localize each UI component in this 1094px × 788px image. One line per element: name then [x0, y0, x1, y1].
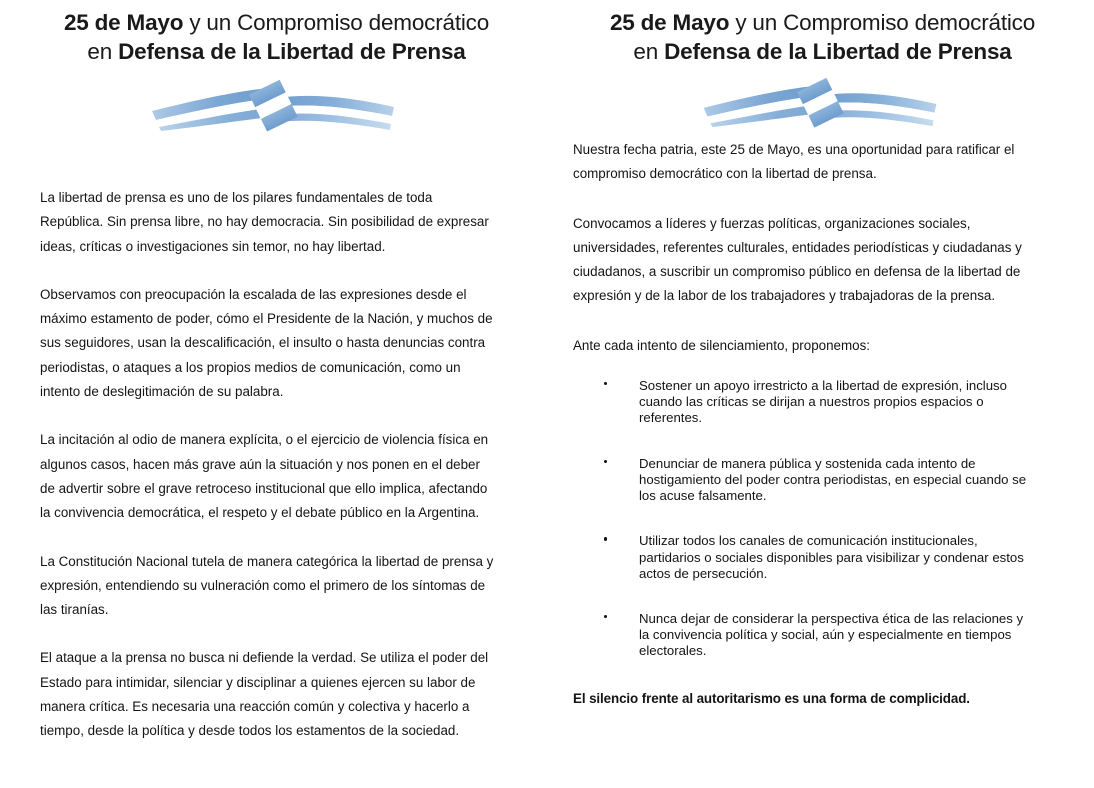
title-line-2: [6, 37, 547, 66]
title-line-1: [551, 8, 1094, 37]
flag-ribbon-container: [0, 80, 547, 134]
title-line-2: [551, 37, 1094, 66]
title-line-2-bold: Defensa de la Libertad de Prensa: [118, 39, 466, 64]
paragraph: El ataque a la prensa no busca ni defiende la verdad. Se utiliza el poder del Estado para intimidar, silenciar y disciplinar a quienes ejercen su labor de manera crítica. Es necesaria una reacción común y colectiva y hacerlo a tiempo, desde la política y desde todos los estamentos de la sociedad.: [40, 650, 489, 739]
title-line-2-prefix: en: [633, 39, 665, 64]
bullet-dot-icon: [604, 615, 607, 618]
left-column-body: [40, 186, 495, 768]
list-item: [573, 611, 1033, 660]
closing-statement: El silencio frente al autoritarismo es una forma de complicidad.: [573, 690, 970, 706]
proposals-list: [573, 378, 1033, 659]
argentine-flag-ribbon-icon: [144, 80, 404, 134]
paragraph: Convocamos a líderes y fuerzas políticas, organizaciones sociales, universidades, referentes culturales, entidades periodísticas y ciudadanas y ciudadanos, a suscribir un compromiso público en defensa de la libertad de expresión y de la labor de los trabajadores y trabajadoras de la prensa.: [573, 215, 1022, 304]
flag-center-fold: [249, 80, 298, 132]
list-item-text: Nunca dejar de considerar la perspectiva ética de las relaciones y la convivencia política y social, aún y especialmente en tiempos electorales.: [639, 610, 1024, 659]
title-line-1: [6, 8, 547, 37]
title-line-2-bold: Defensa de la Libertad de Prensa: [664, 39, 1012, 64]
page-title: [547, 0, 1094, 66]
right-page-column: [547, 0, 1094, 788]
title-line-1-rest: y un Compromiso democrático: [183, 10, 490, 35]
title-line-2-prefix: en: [87, 39, 119, 64]
list-item-text: Denunciar de manera pública y sostenida cada intento de hostigamiento del poder contra periodistas, en especial cuando se los acuse falsamente.: [639, 455, 1027, 504]
list-item: [573, 378, 1033, 427]
bullet-dot-icon: [604, 460, 607, 463]
list-item-text: Sostener un apoyo irrestricto a la libertad de expresión, incluso cuando las críticas se dirijan a nuestros propios espacios o referentes.: [639, 378, 1007, 426]
paragraph: Nuestra fecha patria, este 25 de Mayo, es una oportunidad para ratificar el compromiso democrático con la libertad de prensa.: [573, 142, 1015, 182]
argentine-flag-ribbon-icon: [696, 78, 946, 130]
title-date-bold: 25 de Mayo: [609, 10, 730, 35]
flag-center-fold: [797, 78, 844, 128]
list-item: [573, 456, 1033, 505]
list-item-text: Utilizar todos los canales de comunicación institucionales, partidarios o sociales disponibles para visibilizar y condenar estos actos de persecución.: [639, 533, 1024, 581]
title-line-1-rest: y un Compromiso democrático: [729, 10, 1036, 35]
flag-ribbon-container: [547, 78, 1094, 130]
paragraph: Observamos con preocupación la escalada de las expresiones desde el máximo estamento de poder, cómo el Presidente de la Nación, y muchos de sus seguidores, usan la descalificación, el insulto o hasta denuncias contra periodistas, o ataques a los propios medios de comunicación, como un intento de deslegitimación de su palabra.: [40, 286, 493, 400]
bullet-dot-icon: [604, 537, 607, 540]
bullet-dot-icon: [604, 382, 607, 385]
paragraph: La libertad de prensa es uno de los pilares fundamentales de toda República. Sin prensa libre, no hay democracia. Sin posibilidad de expresar ideas, críticas o investigaciones sin temor, no hay libertad.: [40, 190, 489, 254]
right-column-body: [573, 138, 1033, 709]
paragraph: La incitación al odio de manera explícita, o el ejercicio de violencia física en algunos casos, hacen más grave aún la situación y nos ponen en el deber de advertir sobre el grave retroceso institucional que ello implica, afectando la convivencia democrática, el respeto y el debate público en la Argentina.: [40, 432, 489, 521]
list-item: [573, 533, 1033, 582]
paragraph: La Constitución Nacional tutela de manera categórica la libertad de prensa y expresión, entendiendo su vulneración como el primero de los síntomas de las tiranías.: [40, 553, 494, 618]
title-date-bold: 25 de Mayo: [63, 10, 184, 35]
page-title: [0, 0, 547, 66]
list-intro-paragraph: Ante cada intento de silenciamiento, proponemos:: [573, 337, 871, 353]
